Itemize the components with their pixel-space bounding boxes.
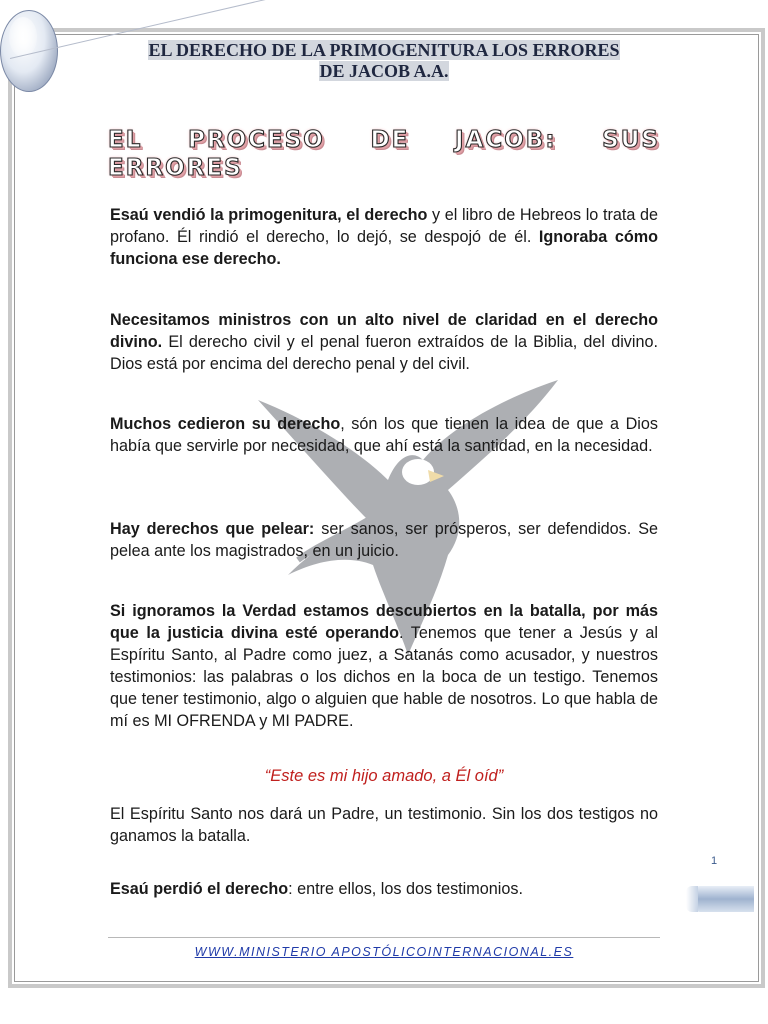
header-line-2: DE JACOB A.A. — [319, 61, 449, 81]
p4-text-1: ser sanos, ser prósperos, ser defendidos. Se pelea ante los magistrados, en un juicio. — [110, 520, 658, 560]
p7-text-1: : entre ellos, los dos testimonios. — [288, 880, 523, 898]
title-line-1: EL PROCESO DE JACOB: SUS — [108, 127, 660, 153]
document-header — [108, 40, 660, 82]
p3-text-1: , són los que tienen la idea de que a Dios había que servirle por necesidad, que ahí está la santidad, en la necesidad. — [110, 415, 658, 455]
header-line-1: EL DERECHO DE LA PRIMOGENITURA LOS ERRORES — [148, 40, 620, 60]
p7-bold-1: Esaú perdió el derecho — [110, 880, 289, 898]
paragraph-4 — [110, 518, 658, 562]
p1-bold-2: Ignoraba cómo funciona ese derecho. — [110, 228, 658, 268]
paragraph-1 — [110, 204, 658, 270]
paragraph-6 — [110, 803, 658, 847]
p5-bold-1: Si ignoramos la Verdad estamos descubiertos en la batalla, por más que la justicia divina esté operando — [110, 602, 658, 642]
p3-bold-1: Muchos cedieron su derecho — [110, 415, 341, 433]
section-title — [108, 126, 660, 182]
p1-bold-1: Esaú vendió la primogenitura, el derecho — [110, 206, 428, 224]
p2-text-1: El derecho civil y el penal fueron extraídos de la Biblia, del divino. Dios está por encima del derecho penal y del civil. — [110, 333, 658, 373]
footer-website-link[interactable]: WWW.MINISTERIO APOSTÓLICOINTERNACIONAL.ES — [194, 945, 574, 959]
paragraph-3 — [110, 413, 658, 457]
p1-text-1: y el libro de Hebreos lo trata de profano. Él rindió el derecho, lo dejó, se despojó de él. — [110, 206, 658, 246]
p5-text-1: . Tenemos que tener a Jesús y al Espíritu Santo, al Padre como juez, a Satanás como acusador, y nuestros testimonios: las palabras o los dichos en la boca de un testigo. Tenemos que tener testimonio, algo o alguien que hable de nosotros. Lo que habla de mí es MI OFRENDA y MI PADRE. — [110, 624, 658, 730]
paragraph-2 — [110, 309, 658, 375]
page-number: 1 — [711, 855, 718, 867]
footer-divider — [108, 937, 660, 938]
page-tab-decoration — [696, 886, 754, 912]
quote-text: “Este es mi hijo amado, a Él oíd” — [264, 767, 504, 785]
corner-orb-decoration — [0, 10, 58, 92]
paragraph-5 — [110, 600, 658, 732]
paragraph-7 — [110, 878, 658, 900]
p4-bold-1: Hay derechos que pelear: — [110, 520, 315, 538]
p6-text-1: El Espíritu Santo nos dará un Padre, un testimonio. Sin los dos testigos no ganamos la batalla. — [110, 805, 658, 845]
p2-bold-1: Necesitamos ministros con un alto nivel de claridad en el derecho divino. — [110, 311, 658, 351]
title-line-2: ERRORES — [108, 155, 243, 181]
